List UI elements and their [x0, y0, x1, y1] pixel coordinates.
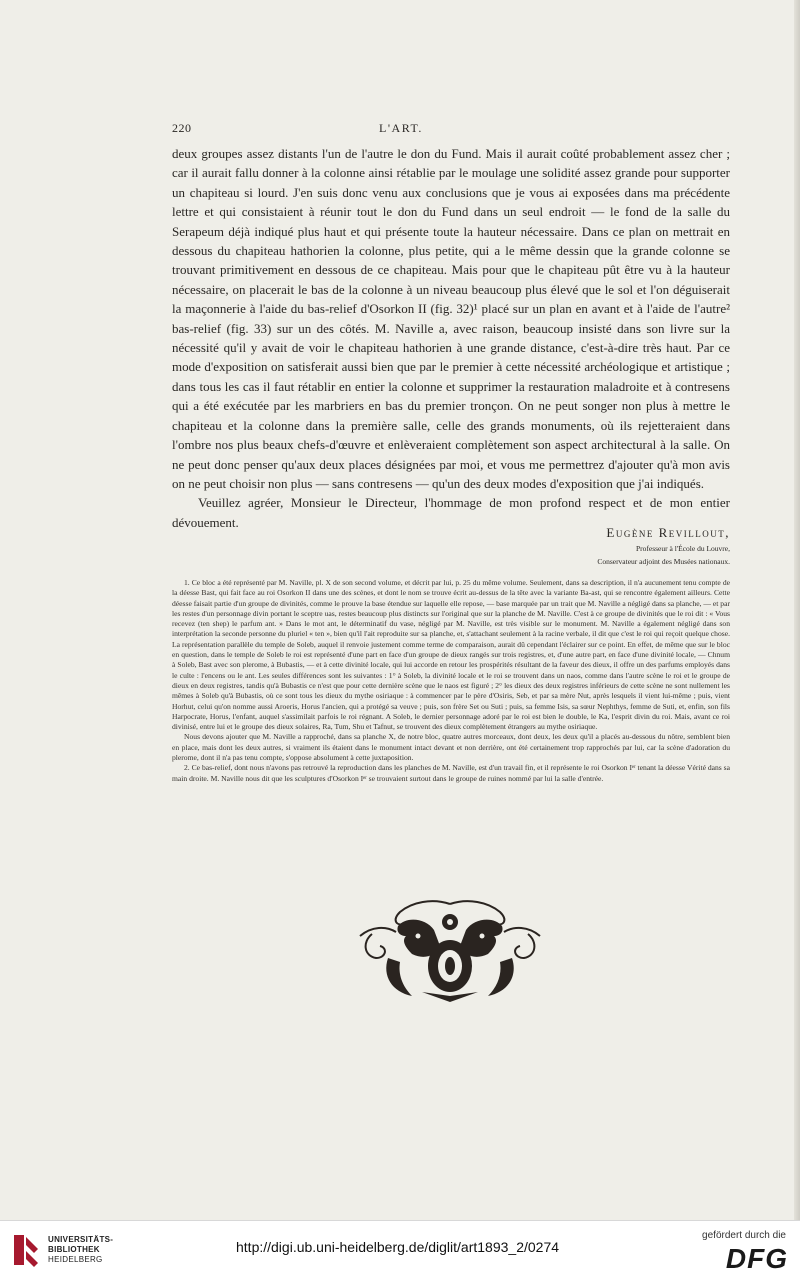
author-name: Eugène Revillout,: [606, 525, 730, 540]
university-line: UNIVERSITÄTS-: [48, 1235, 114, 1244]
running-header: [172, 121, 630, 137]
funding-note: gefördert durch die: [702, 1230, 786, 1241]
author-title-1: Professeur à l'École du Louvre,: [635, 544, 730, 553]
footnote: Nous devons ajouter que M. Naville a rapproché, dans sa planche X, de notre bloc, quatre autres morceaux, dont deux, les deux qu'il a placés au-dessous du nôtre, semblent bien en place, mais dont les deux autres, si vraiment ils étaient dans le monument intact devant et non derrière, ont été certainement trop rapprochés par lui, car la scène d'adoration du plerome, dont il n'a pas tenu compte, s'oppose absolument à cette juxtaposition.: [172, 732, 730, 763]
journal-title: L'ART.: [379, 121, 423, 135]
footnotes: [172, 578, 730, 784]
body-paragraph: deux groupes assez distants l'un de l'autre le don du Fund. Mais il aurait coûté probablement assez cher ; car il aurait fallu donner à la colonne ainsi rétablie par le moulage une solidité assez grande pour supporter un chapiteau si lourd. J'en suis donc venu aux conclusions que je vous ai exposées dans ma précédente lettre et qui consistaient à réunir tout le don du Fund dans un seul endroit — le fond de la salle du Serapeum déjà indiqué plus haut et qui présente toute la hauteur nécessaire. Dans ce plan on mettrait en dessous du chapiteau hathorien la colonne, plus petite, qui a le même dessin que la grande colonne se trouvant primitivement en dessous de ce chapiteau. Mais pour que le chapiteau pût être vu à la hauteur nécessaire, on placerait le bas de la colonne à un niveau beaucoup plus élevé que le sol et l'on déguiserait la maçonnerie à l'aide du bas-relief d'Osorkon II (fig. 32)¹ placé sur un plan en avant et à l'aide de l'autre² bas-relief (fig. 33) sur un des côtés. M. Naville a, avec raison, beaucoup insisté dans son livre sur la nécessité qu'il y avait de voir le chapiteau hathorien à une grande distance, c'est-à-dire très haut. Par ce mode d'exposition on satisferait aussi bien que par le premier à cette nécessité archéologique et artistique ; dans tous les cas il faut rétablir en entier la colonne et supprimer la restauration maladroite et à contresens qui a été exécutée par les marbriers en bas du premier tronçon. On ne peut songer non plus à mettre le chapiteau et la colonne dans la première salle, celle des grands monuments, où ils rejetteraient dans l'ombre nos plus beaux chefs-d'œuvre et enlèveraient complètement son aspect architectural à la salle. On ne peut donc penser qu'aux deux places désignées par moi, et vous me permettrez d'ajouter qu'à mon avis on ne peut choisir non plus — sans contresens — qu'un des deux modes d'exposition que j'ai indiqués.: [172, 146, 730, 491]
university-line: HEIDELBERG: [48, 1255, 103, 1264]
permalink[interactable]: http://digi.ub.uni-heidelberg.de/diglit/art1893_2/0274: [236, 1239, 560, 1255]
university-seal-icon: [8, 1229, 44, 1271]
page-edge: [794, 0, 800, 1220]
university-line: BIBLIOTHEK: [48, 1245, 100, 1254]
digitization-footer: [0, 1220, 800, 1279]
page-number: 220: [172, 121, 192, 135]
dfg-logo: DFG: [725, 1243, 788, 1274]
author-title-2: Conservateur adjoint des Musées nationaux.: [597, 557, 730, 566]
signature-block: [470, 525, 730, 567]
university-name: [48, 1235, 113, 1265]
footnote: 2. Ce bas-relief, dont nous n'avons pas retrouvé la reproduction dans les planches de M. Naville, est d'un travail fin, et il représente le roi Osorkon Iᵉʳ tenant la déesse Vérité dans sa main droite. M. Naville nous dit que les sculptures d'Osorkon Iᵉʳ se trouvaient surtout dans le groupe de ruines nommé par lui la salle d'entrée.: [172, 763, 730, 783]
main-text: [172, 144, 730, 532]
footnote: 1. Ce bloc a été représenté par M. Naville, pl. X de son second volume, et décrit par lui, p. 25 du même volume. Seulement, dans sa description, il n'a aucunement tenu compte de la déesse Bast, qui fait face au roi Osorkon II dans une des scènes, et dont le nom se trouve écrit au-dessus de la tête avec la variante Ba-ast, qui se rencontre également ailleurs. Cette déesse faisait partie d'un groupe de divinités, comme le prouve la base étendue sur laquelle elle repose, — base marquée par un trait que M. Naville a négligé dans sa planche, — et par les restes d'un personnage divin portant le sceptre uas, restes beaucoup plus distincts sur l'original que sur la planche de M. Naville. C'est à ce groupe de divinités que le roi dit : « Vous recevez (ten shep) le parfum ant. » Dans le mot ant, le déterminatif du vase, négligé par M. Naville, est très visible sur le monument. M. Naville a également négligé dans son interprétation la seconde personne du pluriel « ten », bien qu'il l'ait reproduite sur sa planche, et, s'attachant seulement à la racine verbale, il dit que c'est le roi qui reçoit quelque chose. La représentation parallèle du temple de Soleb, auquel il renvoie justement comme terme de comparaison, aurait dû cependant l'éclairer sur ce point. En effet, de même que sur le bloc en question, dans le temple de Soleb le roi est représenté d'une part en face d'un groupe de dieux rangés sur trois registres, et, d'une autre part, en face d'une divinité locale, — Chnum à Soleb, Bast avec son plerome, à Bubastis, — et à cette divinité locale, qui lui accorde en retour les prospérités résultant de la faveur des dieux, il offre un des parfums employés dans le culte : l'encens ou le ant. Les seules différences sont les suivantes : 1° à Soleb, la divinité locale et le roi se trouvent dans un naos, comme dans l'autre scène le roi et le groupe de dieux en deux registres, tandis qu'à Bubastis ce n'est que pour cette dernière scène que le naos est figuré ; 2° les dieux des deux registres inférieurs de cette scène ne sont nullement les mêmes à Soleb qu'à Bubastis, où ce sont tous les dieux du mythe osiriaque : à commencer par le père d'Osiris, Seb, et par sa mère Nut, après lesquels il vient lui-même ; puis, vient Horhut, celui qu'on nomme aussi Aroeris, Horus l'ancien, qui a protégé sa veuve ; puis, son frère Set ou Suti ; puis, sa femme Isis, sa sœur Nephthys, femme de Suti, et, enfin, son fils Harpocrate, Horus, l'enfant, auquel s'assimilait parfois le roi régnant. A Soleb, le dernier personnage adoré par le roi est bien le double, le Ka, l'esprit divin du roi. Mais, avant ce roi divinisé, entre lui et le groupe des dieux solaires, Ra, Tum, Shu et Tafnut, se trouvent des dieux complètement étrangers au mythe osiriaque.: [172, 578, 730, 732]
ornamental-vignette: [352, 896, 548, 1004]
body-paragraph: Veuillez agréer, Monsieur le Directeur, l'hommage de mon profond respect et de mon entier dévouement.: [172, 495, 730, 530]
